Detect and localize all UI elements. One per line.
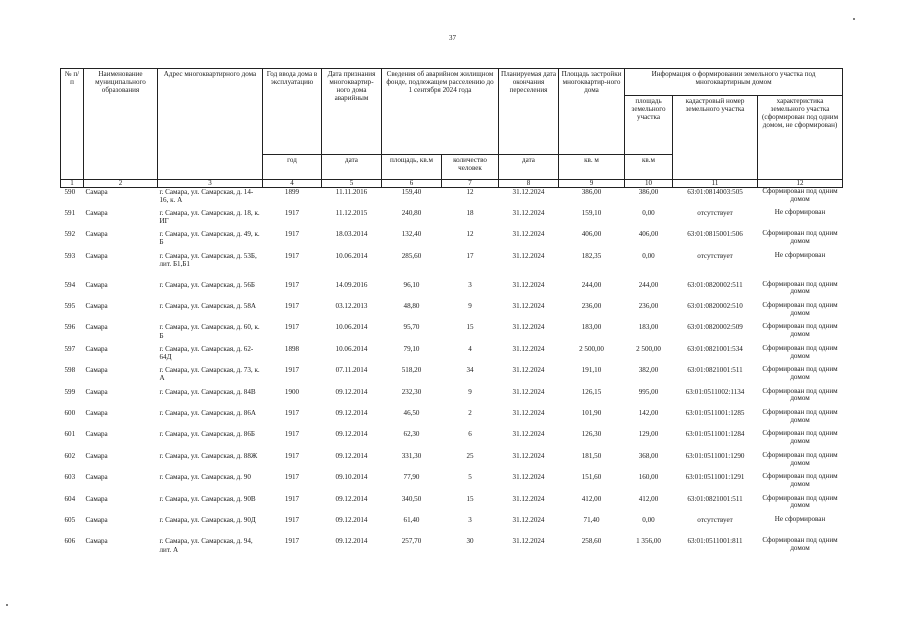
year-cell: 1898 — [284, 344, 300, 353]
land-area-cell: 382,00 — [638, 366, 659, 375]
cadastral-number-cell: отсутствует — [697, 251, 733, 260]
building-area-cell: 183,00 — [581, 323, 602, 332]
land-characteristic-cell: Сформирован под одним домом — [762, 536, 838, 553]
table-row — [61, 388, 843, 409]
unit-land-area: кв.м — [625, 155, 673, 180]
building-area-cell: 126,15 — [581, 387, 602, 396]
recognition-date-cell: 11.11.2016 — [335, 188, 368, 196]
address-cell: г. Самара, ул. Самарская, д. 49, к. Б — [159, 230, 260, 247]
land-area-cell: 995,00 — [638, 387, 659, 396]
planned-date-cell: 31.12.2024 — [512, 366, 545, 375]
building-area-cell: 71,40 — [583, 515, 600, 524]
municipality-cell: Самара — [85, 409, 108, 418]
cadastral-number-cell: 63:01:0511001:1290 — [685, 451, 745, 460]
year-cell: 1900 — [284, 387, 300, 396]
land-characteristic-cell: Сформирован под одним домом — [762, 472, 838, 488]
address-cell: г. Самара, ул. Самарская, д. 56Б — [159, 280, 255, 289]
header-municipality: Наименование муниципального образования — [84, 69, 158, 180]
cadastral-number-cell: 63:01:0820002:509 — [687, 323, 743, 332]
year-cell: 1917 — [284, 208, 300, 217]
land-area-cell: 160,00 — [638, 473, 659, 482]
municipality-cell: Самара — [85, 537, 108, 546]
unit-planned-date: дата — [499, 155, 559, 180]
housing-register-table — [60, 68, 843, 559]
table-row — [61, 409, 843, 430]
building-area-cell: 412,00 — [581, 494, 602, 503]
municipality-cell: Самара — [85, 366, 108, 375]
address-cell: г. Самара, ул. Самарская, д. 86А — [159, 409, 257, 418]
municipality-cell: Самара — [85, 208, 108, 217]
recognition-date-cell: 09.12.2014 — [335, 451, 368, 460]
row-number: 605 — [64, 515, 76, 524]
table-row — [61, 323, 843, 344]
land-characteristic-cell: Сформирован под одним домом — [762, 450, 838, 467]
scan-speck — [6, 604, 8, 606]
recognition-date-cell: 14.09.2016 — [335, 280, 368, 289]
emergency-area-cell: 79,10 — [403, 344, 420, 353]
address-cell: г. Самара, ул. Самарская, д. 53Б, лит. Б1,Б1 — [159, 251, 257, 268]
building-area-cell: 159,10 — [581, 208, 602, 217]
column-number: 2 — [84, 180, 158, 188]
address-cell: г. Самара, ул. Самарская, д. 86Б — [159, 430, 255, 439]
cadastral-number-cell: отсутствует — [697, 208, 733, 217]
year-cell: 1917 — [284, 280, 300, 289]
land-characteristic-cell: Сформирован под одним домом — [762, 229, 838, 246]
land-area-cell: 244,00 — [638, 280, 659, 289]
land-area-cell: 183,00 — [638, 323, 659, 332]
emergency-area-cell: 62,30 — [403, 430, 420, 439]
emergency-area-cell: 232,30 — [401, 387, 422, 396]
land-characteristic-cell: Не сформирован — [774, 207, 826, 216]
emergency-area-cell: 240,80 — [401, 208, 422, 217]
people-count-cell: 34 — [466, 366, 474, 375]
table-row — [61, 452, 843, 473]
building-area-cell: 2 500,00 — [579, 344, 604, 353]
emergency-area-cell: 285,60 — [401, 251, 422, 260]
land-characteristic-cell: Сформирован под одним домом — [762, 408, 838, 424]
land-characteristic-cell: Сформирован под одним домом — [762, 493, 838, 510]
year-cell: 1917 — [284, 302, 300, 311]
row-number: 599 — [64, 387, 76, 396]
column-number: 6 — [382, 180, 442, 188]
column-number: 12 — [758, 180, 843, 188]
row-number: 600 — [64, 409, 76, 418]
year-cell: 1917 — [284, 473, 300, 482]
municipality-cell: Самара — [85, 430, 108, 439]
people-count-cell: 9 — [468, 302, 472, 311]
cadastral-number-cell: 63:01:0821001:511 — [687, 366, 743, 375]
building-area-cell: 258,60 — [581, 537, 602, 546]
recognition-date-cell: 11.12.2015 — [335, 208, 368, 217]
emergency-area-cell: 518,20 — [401, 366, 422, 375]
year-cell: 1917 — [284, 251, 300, 260]
people-count-cell: 3 — [468, 280, 472, 289]
scan-speck — [853, 18, 855, 20]
year-cell: 1917 — [284, 451, 300, 460]
address-cell: г. Самара, ул. Самарская, д. 60, к. Б — [159, 323, 260, 340]
recognition-date-cell: 09.10.2014 — [335, 473, 368, 482]
header-recognition-date: Дата признания многоквартир-ного дома аварийным — [322, 69, 382, 155]
building-area-cell: 236,00 — [581, 302, 602, 311]
column-number: 5 — [322, 180, 382, 188]
row-number: 603 — [64, 473, 76, 482]
planned-date-cell: 31.12.2024 — [512, 208, 545, 217]
emergency-area-cell: 95,70 — [403, 323, 420, 332]
table-row — [61, 495, 843, 516]
cadastral-number-cell: 63:01:0814003:505 — [687, 188, 743, 196]
header-year: Год ввода дома в эксплуатацию — [263, 69, 322, 155]
land-area-cell: 412,00 — [638, 494, 659, 503]
address-cell: г. Самара, ул. Самарская, д. 18, к. ИГ — [159, 208, 260, 226]
emergency-area-cell: 340,50 — [401, 494, 422, 503]
row-number: 590 — [64, 188, 76, 196]
row-number: 591 — [64, 208, 76, 217]
table-row — [61, 345, 843, 366]
municipality-cell: Самара — [85, 451, 108, 460]
address-cell: г. Самара, ул. Самарская, д. 90 — [159, 473, 251, 482]
unit-area: площадь, кв.м — [382, 155, 442, 180]
table-row — [61, 230, 843, 251]
land-area-cell: 406,00 — [638, 230, 659, 239]
municipality-cell: Самара — [85, 344, 108, 353]
planned-date-cell: 31.12.2024 — [512, 302, 545, 311]
land-characteristic-cell: Сформирован под одним домом — [762, 322, 838, 339]
emergency-area-cell: 257,70 — [401, 537, 422, 546]
cadastral-number-cell: 63:01:0511001:1284 — [685, 430, 745, 439]
people-count-cell: 4 — [468, 344, 472, 353]
cadastral-number-cell: 63:01:0821001:534 — [687, 344, 743, 353]
unit-building-area: кв. м — [559, 155, 625, 180]
table-body — [61, 188, 843, 559]
year-cell: 1917 — [284, 537, 300, 546]
year-cell: 1917 — [284, 230, 300, 239]
planned-date-cell: 31.12.2024 — [512, 251, 545, 260]
municipality-cell: Самара — [85, 251, 108, 260]
land-area-cell: 0,00 — [642, 251, 655, 260]
emergency-area-cell: 96,10 — [403, 280, 420, 289]
municipality-cell: Самара — [85, 323, 108, 332]
row-number: 606 — [64, 537, 76, 546]
land-area-cell: 2 500,00 — [636, 344, 661, 353]
row-number: 602 — [64, 451, 76, 460]
recognition-date-cell: 07.11.2014 — [335, 366, 368, 375]
header-emergency-info: Сведения об аварийном жилищном фонде, подлежащем расселению до 1 сентября 2024 года — [382, 69, 499, 155]
planned-date-cell: 31.12.2024 — [512, 494, 545, 503]
planned-date-cell: 31.12.2024 — [512, 387, 545, 396]
emergency-area-cell: 331,30 — [401, 451, 422, 460]
table-row — [61, 430, 843, 451]
year-cell: 1917 — [284, 409, 300, 418]
cadastral-number-cell: 63:01:0820002:511 — [687, 280, 743, 289]
header-land-info: Информация о формировании земельного участка под многоквартирным домом — [625, 69, 843, 96]
building-area-cell: 182,35 — [581, 251, 602, 260]
column-number: 11 — [673, 180, 758, 188]
land-area-cell: 0,00 — [642, 515, 655, 524]
emergency-area-cell: 61,40 — [403, 515, 420, 524]
address-cell: г. Самара, ул. Самарская, д. 90Д — [159, 515, 256, 524]
people-count-cell: 18 — [466, 208, 474, 217]
people-count-cell: 12 — [466, 230, 474, 239]
building-area-cell: 406,00 — [581, 230, 602, 239]
column-number: 7 — [442, 180, 499, 188]
row-number: 601 — [64, 430, 76, 439]
building-area-cell: 151,60 — [581, 473, 602, 482]
people-count-cell: 3 — [468, 515, 472, 524]
year-cell: 1917 — [284, 494, 300, 503]
cadastral-number-cell: отсутствует — [697, 515, 733, 524]
column-number: 8 — [499, 180, 559, 188]
table-row — [61, 188, 843, 209]
recognition-date-cell: 03.12.2013 — [335, 302, 368, 311]
address-cell: г. Самара, ул. Самарская, д. 94, лит. А — [159, 537, 253, 554]
row-number: 598 — [64, 366, 76, 375]
municipality-cell: Самара — [85, 302, 108, 311]
cadastral-number-cell: 63:01:0511001:1291 — [685, 473, 745, 482]
header-characteristic: характеристика земельного участка (сформирован под одним домом, не сформирован) — [758, 96, 843, 180]
land-area-cell: 0,00 — [642, 208, 655, 217]
emergency-area-cell: 77,90 — [403, 473, 420, 482]
planned-date-cell: 31.12.2024 — [512, 451, 545, 460]
recognition-date-cell: 09.12.2014 — [335, 537, 368, 546]
planned-date-cell: 31.12.2024 — [512, 280, 545, 289]
address-cell: г. Самара, ул. Самарская, д. 88Ж — [159, 451, 258, 460]
row-number: 595 — [64, 302, 76, 311]
year-cell: 1917 — [284, 366, 300, 375]
header-land-area: площадь земельного участка — [625, 96, 673, 155]
land-area-cell: 129,00 — [638, 430, 659, 439]
land-area-cell: 236,00 — [638, 302, 659, 311]
people-count-cell: 15 — [466, 494, 474, 503]
table-row — [61, 473, 843, 494]
planned-date-cell: 31.12.2024 — [512, 473, 545, 482]
land-characteristic-cell: Не сформирован — [774, 514, 826, 523]
people-count-cell: 30 — [466, 537, 474, 546]
row-number: 596 — [64, 323, 76, 332]
table-row — [61, 281, 843, 302]
recognition-date-cell: 10.06.2014 — [335, 344, 368, 353]
column-number: 9 — [559, 180, 625, 188]
cadastral-number-cell: 63:01:0511001:811 — [687, 537, 743, 546]
municipality-cell: Самара — [85, 188, 108, 196]
land-area-cell: 368,00 — [638, 451, 659, 460]
column-number: 1 — [61, 180, 84, 188]
address-cell: г. Самара, ул. Самарская, д. 84В — [159, 387, 256, 396]
row-number: 594 — [64, 280, 76, 289]
planned-date-cell: 31.12.2024 — [512, 230, 545, 239]
recognition-date-cell: 09.12.2014 — [335, 494, 368, 503]
land-characteristic-cell: Сформирован под одним домом — [762, 187, 838, 203]
header-building-area: Площадь застройки многоквартир-ного дома — [559, 69, 625, 155]
unit-date: дата — [322, 155, 382, 180]
column-number: 4 — [263, 180, 322, 188]
planned-date-cell: 31.12.2024 — [512, 344, 545, 353]
land-characteristic-cell: Не сформирован — [774, 250, 826, 259]
address-cell: г. Самара, ул. Самарская, д. 73, к. А — [159, 366, 260, 383]
header-cadastral: кадастровый номер земельного участка — [673, 96, 758, 180]
emergency-area-cell: 159,40 — [401, 188, 422, 196]
emergency-area-cell: 132,40 — [401, 230, 422, 239]
unit-year: год — [263, 155, 322, 180]
column-number: 10 — [625, 180, 673, 188]
header-num: № п/п — [61, 69, 84, 180]
people-count-cell: 25 — [466, 451, 474, 460]
people-count-cell: 6 — [468, 430, 472, 439]
recognition-date-cell: 10.06.2014 — [335, 323, 368, 332]
building-area-cell: 126,30 — [581, 430, 602, 439]
municipality-cell: Самара — [85, 280, 108, 289]
row-number: 604 — [64, 494, 76, 503]
recognition-date-cell: 10.06.2014 — [335, 251, 368, 260]
land-characteristic-cell: Сформирован под одним домом — [762, 301, 838, 317]
header-planned-date: Планируемая дата окончания переселения — [499, 69, 559, 155]
table-row — [61, 252, 843, 281]
page-number: 37 — [449, 34, 456, 42]
address-cell: г. Самара, ул. Самарская, д. 14-16, к. А — [159, 188, 254, 205]
building-area-cell: 244,00 — [581, 280, 602, 289]
planned-date-cell: 31.12.2024 — [512, 323, 545, 332]
municipality-cell: Самара — [85, 473, 108, 482]
table-row — [61, 537, 843, 558]
building-area-cell: 191,10 — [581, 366, 602, 375]
land-area-cell: 1 356,00 — [636, 537, 661, 546]
emergency-area-cell: 48,80 — [403, 302, 420, 311]
planned-date-cell: 31.12.2024 — [512, 430, 545, 439]
land-area-cell: 142,00 — [638, 409, 659, 418]
land-characteristic-cell: Сформирован под одним домом — [762, 279, 838, 296]
building-area-cell: 181,50 — [581, 451, 602, 460]
building-area-cell: 101,90 — [581, 409, 602, 418]
municipality-cell: Самара — [85, 494, 108, 503]
recognition-date-cell: 09.12.2014 — [335, 430, 368, 439]
unit-people: количество человек — [442, 155, 499, 180]
planned-date-cell: 31.12.2024 — [512, 409, 545, 418]
municipality-cell: Самара — [85, 515, 108, 524]
recognition-date-cell: 18.03.2014 — [335, 230, 368, 239]
people-count-cell: 9 — [468, 387, 472, 396]
land-characteristic-cell: Сформирован под одним домом — [762, 429, 838, 446]
table-row — [61, 209, 843, 230]
recognition-date-cell: 09.12.2014 — [335, 515, 368, 524]
people-count-cell: 17 — [466, 251, 474, 260]
municipality-cell: Самара — [85, 387, 108, 396]
table-row — [61, 366, 843, 387]
year-cell: 1917 — [284, 430, 300, 439]
cadastral-number-cell: 63:01:0511002:1134 — [685, 387, 745, 396]
row-number: 593 — [64, 251, 76, 260]
people-count-cell: 2 — [468, 409, 472, 418]
header-address: Адрес многоквартирного дома — [158, 69, 263, 180]
people-count-cell: 5 — [468, 473, 472, 482]
address-cell: г. Самара, ул. Самарская, д. 62-64Д — [159, 344, 254, 361]
people-count-cell: 12 — [466, 188, 474, 196]
land-characteristic-cell: Сформирован под одним домом — [762, 343, 838, 360]
emergency-area-cell: 46,50 — [403, 409, 420, 418]
year-cell: 1917 — [284, 515, 300, 524]
people-count-cell: 15 — [466, 323, 474, 332]
cadastral-number-cell: 63:01:0820002:510 — [687, 302, 743, 311]
building-area-cell: 386,00 — [581, 188, 602, 196]
year-cell: 1899 — [284, 188, 300, 196]
planned-date-cell: 31.12.2024 — [512, 537, 545, 546]
table-row — [61, 302, 843, 323]
cadastral-number-cell: 63:01:0815001:506 — [687, 230, 743, 239]
land-characteristic-cell: Сформирован под одним домом — [762, 365, 838, 382]
planned-date-cell: 31.12.2024 — [512, 515, 545, 524]
recognition-date-cell: 09.12.2014 — [335, 387, 368, 396]
recognition-date-cell: 09.12.2014 — [335, 409, 368, 418]
address-cell: г. Самара, ул. Самарская, д. 90В — [159, 494, 256, 503]
planned-date-cell: 31.12.2024 — [512, 188, 545, 196]
row-number: 592 — [64, 230, 76, 239]
land-characteristic-cell: Сформирован под одним домом — [762, 386, 838, 403]
municipality-cell: Самара — [85, 230, 108, 239]
land-area-cell: 386,00 — [638, 188, 659, 196]
column-number: 3 — [158, 180, 263, 188]
address-cell: г. Самара, ул. Самарская, д. 58А — [159, 302, 257, 311]
table-row — [61, 516, 843, 537]
cadastral-number-cell: 63:01:0821001:511 — [687, 494, 743, 503]
year-cell: 1917 — [284, 323, 300, 332]
row-number: 597 — [64, 344, 76, 353]
cadastral-number-cell: 63:01:0511001:1285 — [685, 409, 745, 418]
